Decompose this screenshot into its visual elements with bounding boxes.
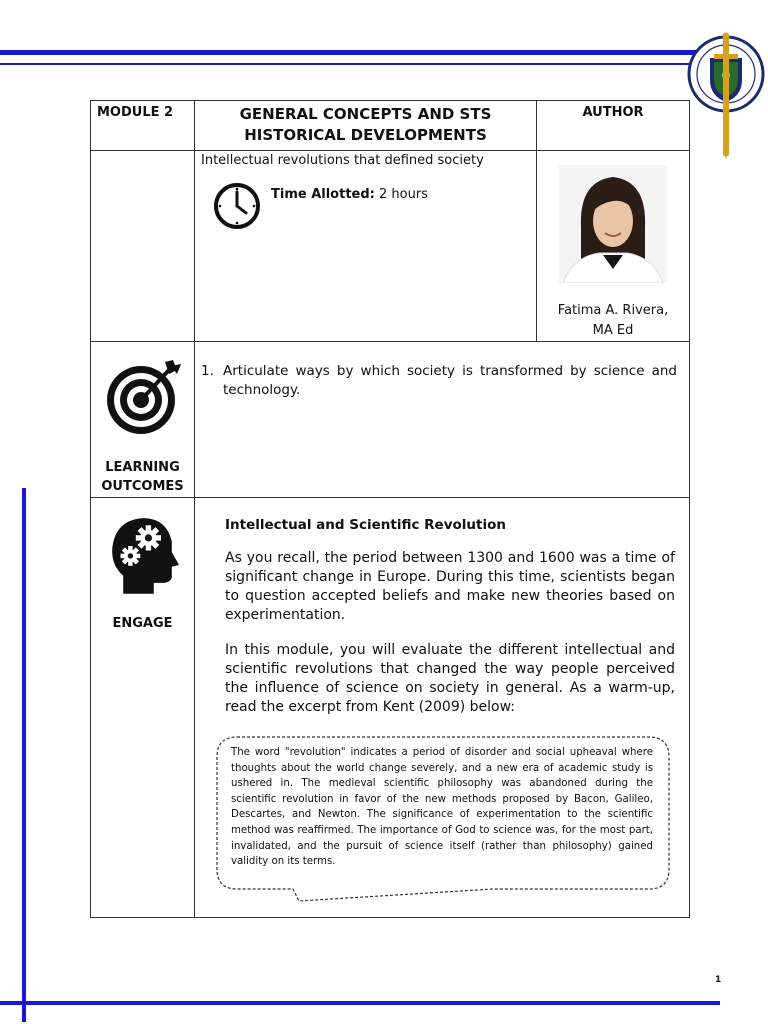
engage-row — [91, 498, 690, 918]
module-table — [90, 100, 690, 918]
learning-outcomes-content — [195, 342, 690, 498]
module-title — [195, 101, 536, 149]
engage-heading: Intellectual and Scientific Revolution — [225, 517, 506, 533]
left-blue-vertical-line — [22, 488, 26, 1022]
quote-bubble — [213, 733, 673, 905]
author-name-line2: MA Ed — [592, 323, 634, 338]
engage-paragraph-1: As you recall, the period between 1300 and 1600 was a time of significant change in Europe. During this time, scientists began to question accepted beliefs and make new theories based on experimentation. — [225, 550, 675, 623]
head-gears-icon — [107, 514, 179, 596]
author-label-cell — [537, 101, 690, 151]
intro-row — [91, 151, 690, 342]
page-number: 1 — [715, 975, 722, 985]
engage-content — [195, 498, 690, 918]
time-allotted-text — [271, 187, 428, 202]
author-cell — [537, 151, 690, 342]
top-blue-line-thick — [0, 50, 700, 55]
engage-paragraph-2: In this module, you will evaluate the different intellectual and scientific revolutions that changed the way people perceived the influence of science on society in general. As a warm-up, read the excerpt from Kent (2009) below: — [225, 642, 675, 715]
module-label: MODULE 2 — [97, 105, 174, 120]
title-cell — [195, 101, 537, 151]
module-label-cell — [91, 101, 195, 151]
outcome-number: 1. — [201, 363, 214, 379]
module-title-line2: HISTORICAL DEVELOPMENTS — [244, 126, 487, 144]
learning-outcomes-label — [91, 458, 194, 496]
university-seal-logo — [686, 32, 766, 160]
header-row — [91, 101, 690, 151]
intro-empty-cell — [91, 151, 195, 342]
learning-outcomes-row — [91, 342, 690, 498]
bottom-blue-line — [0, 1001, 720, 1005]
learning-outcomes-label-line1: LEARNING — [105, 460, 180, 475]
intro-cell — [195, 151, 537, 342]
top-blue-line-thin — [0, 63, 700, 65]
author-name — [537, 301, 689, 341]
outcome-text: Articulate ways by which society is transformed by science and technology. — [223, 363, 677, 398]
engage-side — [91, 498, 195, 918]
time-allotted-label: Time Allotted: — [271, 187, 375, 202]
clock-icon — [213, 182, 261, 230]
author-photo — [559, 165, 667, 283]
module-subtitle: Intellectual revolutions that defined society — [201, 153, 484, 168]
target-icon — [103, 356, 183, 436]
engage-label: ENGAGE — [112, 616, 173, 631]
time-allotted — [195, 182, 536, 230]
outcome-item — [195, 342, 689, 400]
author-label: AUTHOR — [582, 105, 644, 120]
learning-outcomes-label-line2: OUTCOMES — [101, 479, 184, 494]
time-allotted-value: 2 hours — [374, 187, 428, 202]
learning-outcomes-side — [91, 342, 195, 498]
author-name-line1: Fatima A. Rivera, — [557, 303, 669, 318]
quote-text: The word "revolution" indicates a period of disorder and social upheaval where thoughts about the world change severely, and a new era of academic study is ushered in. The medieval scientific philosophy was abandoned during the scientific revolution in favor of the new methods proposed by Bacon, Galileo, Descartes, and Newton. The significance of experimentation to the scientific method was reaffirmed. The importance of God to science was, for the most part, invalidated, and the pursuit of science itself (rather than philosophy) gained validity on its terms. — [231, 747, 653, 868]
module-title-line1: GENERAL CONCEPTS AND STS — [239, 105, 492, 123]
